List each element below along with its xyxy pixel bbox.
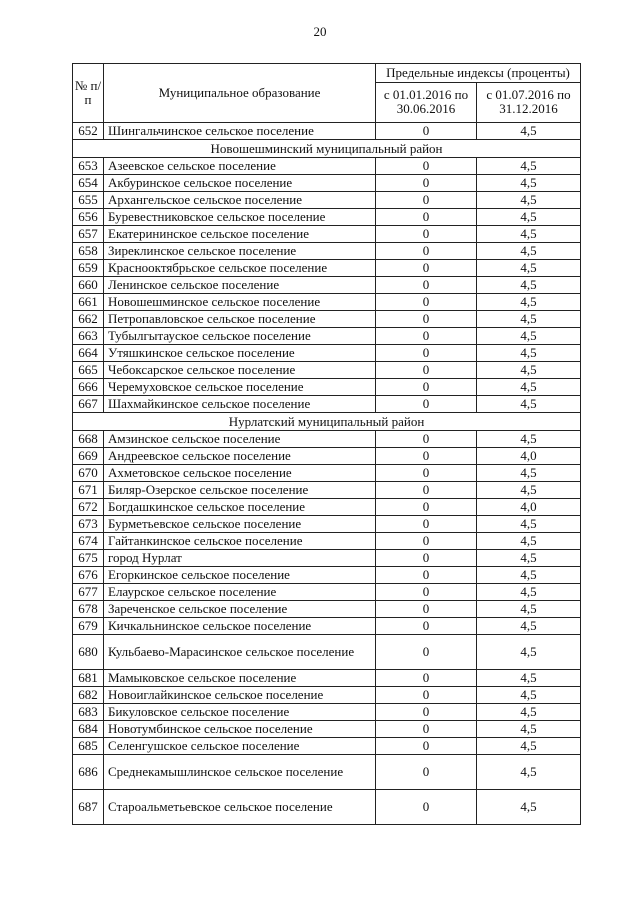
district-header-row (73, 140, 581, 158)
index-period-1: 0 (376, 192, 477, 209)
table-row (73, 790, 581, 825)
table-row (73, 311, 581, 328)
municipality-name: Кичкальнинское сельское поселение (104, 618, 376, 635)
header-number: № п/п (73, 64, 104, 123)
index-period-2: 4,5 (477, 601, 581, 618)
municipality-name: Егоркинское сельское поселение (104, 567, 376, 584)
row-number: 672 (73, 499, 104, 516)
municipality-name: Староальметьевское сельское поселение (104, 790, 376, 825)
municipality-name: Екатерининское сельское поселение (104, 226, 376, 243)
municipality-name: Краснооктябрьское сельское поселение (104, 260, 376, 277)
index-period-2: 4,5 (477, 362, 581, 379)
row-number: 669 (73, 448, 104, 465)
index-period-1: 0 (376, 618, 477, 635)
table-row (73, 533, 581, 550)
index-period-1: 0 (376, 123, 477, 140)
row-number: 681 (73, 670, 104, 687)
index-period-1: 0 (376, 465, 477, 482)
municipality-name: Бикуловское сельское поселение (104, 704, 376, 721)
row-number: 663 (73, 328, 104, 345)
index-period-2: 4,0 (477, 499, 581, 516)
municipality-name: Новотумбинское сельское поселение (104, 721, 376, 738)
row-number: 687 (73, 790, 104, 825)
page-number: 20 (313, 24, 327, 39)
table-row (73, 499, 581, 516)
index-period-2: 4,5 (477, 618, 581, 635)
district-header-row (73, 413, 581, 431)
index-period-2: 4,5 (477, 533, 581, 550)
index-period-1: 0 (376, 175, 477, 192)
table-row (73, 226, 581, 243)
index-period-2: 4,5 (477, 431, 581, 448)
table-row (73, 396, 581, 413)
index-period-1: 0 (376, 687, 477, 704)
index-period-2: 4,5 (477, 482, 581, 499)
table-row (73, 755, 581, 790)
table-row (73, 584, 581, 601)
table-row (73, 175, 581, 192)
row-number: 676 (73, 567, 104, 584)
municipality-name: Шахмайкинское сельское поселение (104, 396, 376, 413)
index-period-1: 0 (376, 670, 477, 687)
header-limit-indices: Предельные индексы (проценты) (376, 64, 581, 83)
header-municipality: Муниципальное образование (104, 64, 376, 123)
index-period-2: 4,5 (477, 226, 581, 243)
table-row (73, 567, 581, 584)
index-period-1: 0 (376, 721, 477, 738)
row-number: 657 (73, 226, 104, 243)
index-period-2: 4,5 (477, 670, 581, 687)
index-period-2: 4,5 (477, 721, 581, 738)
index-period-2: 4,5 (477, 738, 581, 755)
index-period-1: 0 (376, 755, 477, 790)
index-period-1: 0 (376, 584, 477, 601)
index-period-2: 4,5 (477, 345, 581, 362)
index-period-1: 0 (376, 294, 477, 311)
index-period-2: 4,5 (477, 311, 581, 328)
municipality-name: Шингальчинское сельское поселение (104, 123, 376, 140)
municipality-name: Зиреклинское сельское поселение (104, 243, 376, 260)
municipality-name: Богдашкинское сельское поселение (104, 499, 376, 516)
index-period-1: 0 (376, 226, 477, 243)
table-row (73, 379, 581, 396)
index-period-1: 0 (376, 158, 477, 175)
index-period-2: 4,5 (477, 294, 581, 311)
index-period-1: 0 (376, 482, 477, 499)
index-period-1: 0 (376, 277, 477, 294)
index-period-1: 0 (376, 396, 477, 413)
index-period-1: 0 (376, 601, 477, 618)
district-name: Нурлатский муниципальный район (73, 413, 581, 431)
row-number: 667 (73, 396, 104, 413)
row-number: 671 (73, 482, 104, 499)
index-period-1: 0 (376, 448, 477, 465)
index-period-2: 4,5 (477, 465, 581, 482)
table-row (73, 635, 581, 670)
index-period-2: 4,0 (477, 448, 581, 465)
table-row (73, 123, 581, 140)
table-row (73, 516, 581, 533)
row-number: 660 (73, 277, 104, 294)
index-period-2: 4,5 (477, 396, 581, 413)
municipality-name: Андреевское сельское поселение (104, 448, 376, 465)
index-period-2: 4,5 (477, 123, 581, 140)
row-number: 674 (73, 533, 104, 550)
municipality-name: Новошешминское сельское поселение (104, 294, 376, 311)
index-period-1: 0 (376, 243, 477, 260)
row-number: 682 (73, 687, 104, 704)
table-row (73, 448, 581, 465)
index-period-2: 4,5 (477, 635, 581, 670)
table-row (73, 550, 581, 567)
municipality-name: Черемуховское сельское поселение (104, 379, 376, 396)
municipality-name: Ленинское сельское поселение (104, 277, 376, 294)
municipality-name: Тубылгытауское сельское поселение (104, 328, 376, 345)
index-period-1: 0 (376, 431, 477, 448)
municipality-name: Мамыковское сельское поселение (104, 670, 376, 687)
index-period-2: 4,5 (477, 277, 581, 294)
municipality-name: Селенгушское сельское поселение (104, 738, 376, 755)
row-number: 666 (73, 379, 104, 396)
municipality-name: Петропавловское сельское поселение (104, 311, 376, 328)
row-number: 673 (73, 516, 104, 533)
table-row (73, 362, 581, 379)
table-row (73, 294, 581, 311)
table-row (73, 465, 581, 482)
table-row (73, 670, 581, 687)
municipality-name: Новоиглайкинское сельское поселение (104, 687, 376, 704)
index-period-2: 4,5 (477, 175, 581, 192)
row-number: 670 (73, 465, 104, 482)
index-period-2: 4,5 (477, 550, 581, 567)
index-period-2: 4,5 (477, 192, 581, 209)
row-number: 653 (73, 158, 104, 175)
table-row (73, 243, 581, 260)
index-period-1: 0 (376, 533, 477, 550)
index-period-2: 4,5 (477, 379, 581, 396)
district-name: Новошешминский муниципальный район (73, 140, 581, 158)
municipality-name: Зареченское сельское поселение (104, 601, 376, 618)
index-period-1: 0 (376, 209, 477, 226)
table-row (73, 618, 581, 635)
municipality-name: Азеевское сельское поселение (104, 158, 376, 175)
municipality-name: Архангельское сельское поселение (104, 192, 376, 209)
municipality-name: Среднекамышлинское сельское поселение (104, 755, 376, 790)
header-period-1: с 01.01.2016 по 30.06.2016 (376, 82, 477, 122)
table-row (73, 328, 581, 345)
municipality-name: Чебоксарское сельское поселение (104, 362, 376, 379)
row-number: 683 (73, 704, 104, 721)
index-period-2: 4,5 (477, 209, 581, 226)
index-period-2: 4,5 (477, 328, 581, 345)
table-row (73, 738, 581, 755)
row-number: 679 (73, 618, 104, 635)
row-number: 680 (73, 635, 104, 670)
index-period-2: 4,5 (477, 516, 581, 533)
table-row (73, 721, 581, 738)
municipality-name: Гайтанкинское сельское поселение (104, 533, 376, 550)
table-body (73, 123, 581, 825)
index-period-1: 0 (376, 567, 477, 584)
index-period-2: 4,5 (477, 158, 581, 175)
table-row (73, 345, 581, 362)
row-number: 686 (73, 755, 104, 790)
index-period-1: 0 (376, 516, 477, 533)
municipality-name: Елаурское сельское поселение (104, 584, 376, 601)
row-number: 662 (73, 311, 104, 328)
municipality-name: Буревестниковское сельское поселение (104, 209, 376, 226)
index-period-1: 0 (376, 550, 477, 567)
row-number: 665 (73, 362, 104, 379)
index-period-1: 0 (376, 379, 477, 396)
header-period-2: с 01.07.2016 по 31.12.2016 (477, 82, 581, 122)
index-period-1: 0 (376, 311, 477, 328)
table-row (73, 431, 581, 448)
municipality-name: Ахметовское сельское поселение (104, 465, 376, 482)
table-row (73, 158, 581, 175)
row-number: 652 (73, 123, 104, 140)
table-row (73, 277, 581, 294)
index-period-1: 0 (376, 738, 477, 755)
table-row (73, 482, 581, 499)
table-row (73, 209, 581, 226)
index-period-2: 4,5 (477, 243, 581, 260)
municipality-name: Бурметьевское сельское поселение (104, 516, 376, 533)
row-number: 685 (73, 738, 104, 755)
index-period-1: 0 (376, 704, 477, 721)
index-period-2: 4,5 (477, 790, 581, 825)
index-period-2: 4,5 (477, 755, 581, 790)
table-row (73, 260, 581, 277)
municipality-name: Амзинское сельское поселение (104, 431, 376, 448)
row-number: 656 (73, 209, 104, 226)
municipality-name: Акбуринское сельское поселение (104, 175, 376, 192)
municipality-name: Биляр-Озерское сельское поселение (104, 482, 376, 499)
row-number: 654 (73, 175, 104, 192)
row-number: 668 (73, 431, 104, 448)
indices-table (72, 63, 581, 825)
index-period-1: 0 (376, 790, 477, 825)
index-period-1: 0 (376, 362, 477, 379)
index-period-1: 0 (376, 635, 477, 670)
row-number: 655 (73, 192, 104, 209)
index-period-1: 0 (376, 345, 477, 362)
index-period-2: 4,5 (477, 704, 581, 721)
index-period-2: 4,5 (477, 584, 581, 601)
index-period-1: 0 (376, 260, 477, 277)
index-period-1: 0 (376, 328, 477, 345)
municipality-name: Утяшкинское сельское поселение (104, 345, 376, 362)
row-number: 684 (73, 721, 104, 738)
row-number: 659 (73, 260, 104, 277)
municipality-name: Кульбаево-Марасинское сельское поселение (104, 635, 376, 670)
row-number: 678 (73, 601, 104, 618)
index-period-2: 4,5 (477, 687, 581, 704)
table-row (73, 704, 581, 721)
row-number: 677 (73, 584, 104, 601)
row-number: 658 (73, 243, 104, 260)
index-period-2: 4,5 (477, 260, 581, 277)
row-number: 664 (73, 345, 104, 362)
municipality-name: город Нурлат (104, 550, 376, 567)
index-period-1: 0 (376, 499, 477, 516)
index-period-2: 4,5 (477, 567, 581, 584)
table-row (73, 687, 581, 704)
table-row (73, 601, 581, 618)
row-number: 661 (73, 294, 104, 311)
table-row (73, 192, 581, 209)
row-number: 675 (73, 550, 104, 567)
